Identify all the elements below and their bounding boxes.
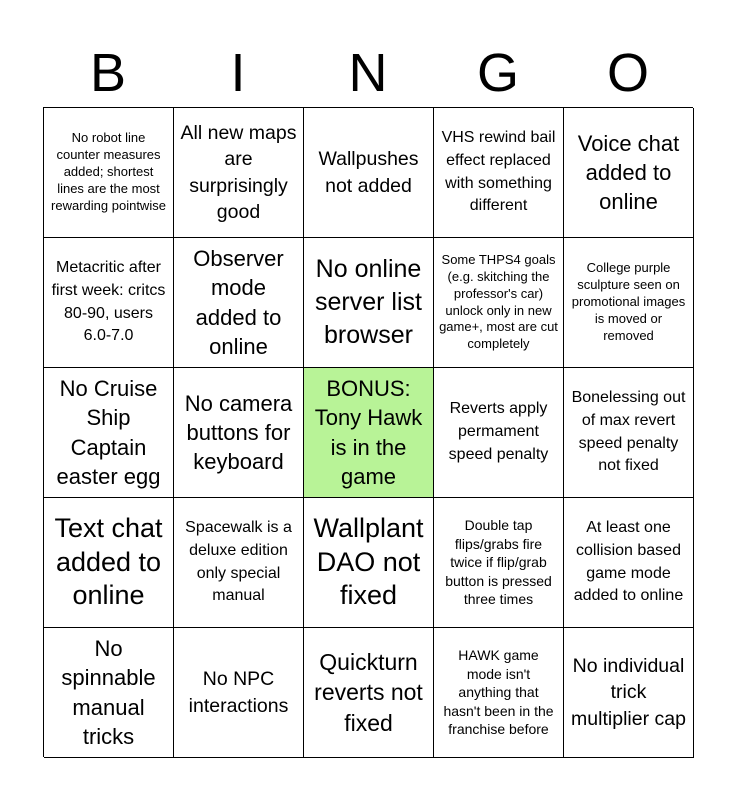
cell-text: Voice chat added to online <box>577 130 680 215</box>
free-space-cell[interactable] <box>304 368 434 498</box>
bingo-cell[interactable] <box>564 498 694 628</box>
header-letter-o: O <box>606 43 649 103</box>
cell-text: Double tap flips/grabs fire twice if flip/grab button is pressed three times <box>445 517 552 608</box>
header-letter-b: B <box>89 43 127 103</box>
bingo-cell[interactable] <box>564 108 694 238</box>
bingo-cell[interactable] <box>304 498 434 628</box>
cell-text: HAWK game mode isn't anything that hasn't been in the franchise before <box>443 647 554 738</box>
bingo-header <box>43 40 693 106</box>
bingo-cell[interactable] <box>434 368 564 498</box>
cell-text: Spacewalk is a deluxe edition only special manual <box>185 519 292 605</box>
bingo-cell[interactable] <box>304 238 434 368</box>
cell-text: No spinnable manual tricks <box>61 636 156 749</box>
bingo-cell[interactable] <box>304 628 434 758</box>
header-letter-n: N <box>348 43 388 103</box>
bingo-cell[interactable] <box>434 238 564 368</box>
header-letter-i: I <box>230 43 246 103</box>
bingo-cell[interactable] <box>174 498 304 628</box>
cell-text: At least one collision based game mode added to online <box>573 519 684 605</box>
bingo-cell[interactable] <box>564 238 694 368</box>
bingo-cell[interactable] <box>564 628 694 758</box>
cell-text: Wallpushes not added <box>318 148 419 197</box>
bingo-cell[interactable] <box>434 498 564 628</box>
bingo-cell[interactable] <box>174 628 304 758</box>
bingo-cell[interactable] <box>434 628 564 758</box>
cell-text: No individual trick multiplier cap <box>571 655 686 730</box>
cell-text: BONUS: Tony Hawk is in the game <box>314 376 423 489</box>
bingo-cell[interactable] <box>304 108 434 238</box>
cell-text: Some THPS4 goals (e.g. skitching the professor's car) unlock only in new game+, most are cut completely <box>439 251 558 352</box>
bingo-cell[interactable] <box>44 628 174 758</box>
cell-text: VHS rewind bail effect replaced with something different <box>441 129 556 215</box>
cell-text: All new maps are surprisingly good <box>180 121 297 223</box>
bingo-cell[interactable] <box>44 108 174 238</box>
cell-text: College purple sculpture seen on promotional images is moved or removed <box>571 260 686 343</box>
cell-text: Reverts apply permament speed penalty <box>448 400 549 463</box>
bingo-cell[interactable] <box>44 368 174 498</box>
cell-text: No online server list browser <box>315 254 422 350</box>
cell-text: Text chat added to online <box>54 512 163 611</box>
cell-text: Bonelessing out of max revert speed penalty not fixed <box>571 389 686 475</box>
bingo-cell[interactable] <box>434 108 564 238</box>
bingo-cell[interactable] <box>564 368 694 498</box>
bingo-board <box>43 107 693 757</box>
bingo-cell[interactable] <box>174 368 304 498</box>
cell-text: No Cruise Ship Captain easter egg <box>56 376 161 489</box>
cell-text: Metacritic after first week: critcs 80-90, users 6.0-7.0 <box>51 259 166 345</box>
cell-text: Wallplant DAO not fixed <box>313 512 424 611</box>
cell-text: Quickturn reverts not fixed <box>314 648 423 736</box>
bingo-cell[interactable] <box>44 498 174 628</box>
cell-text: No camera buttons for keyboard <box>184 390 293 475</box>
bingo-cell[interactable] <box>174 108 304 238</box>
cell-text: No robot line counter measures added; shortest lines are the most rewarding pointwise <box>51 130 166 213</box>
header-letter-g: G <box>476 43 519 103</box>
bingo-cell[interactable] <box>174 238 304 368</box>
bingo-cell[interactable] <box>44 238 174 368</box>
cell-text: No NPC interactions <box>188 668 289 717</box>
cell-text: Observer mode added to online <box>193 246 284 359</box>
